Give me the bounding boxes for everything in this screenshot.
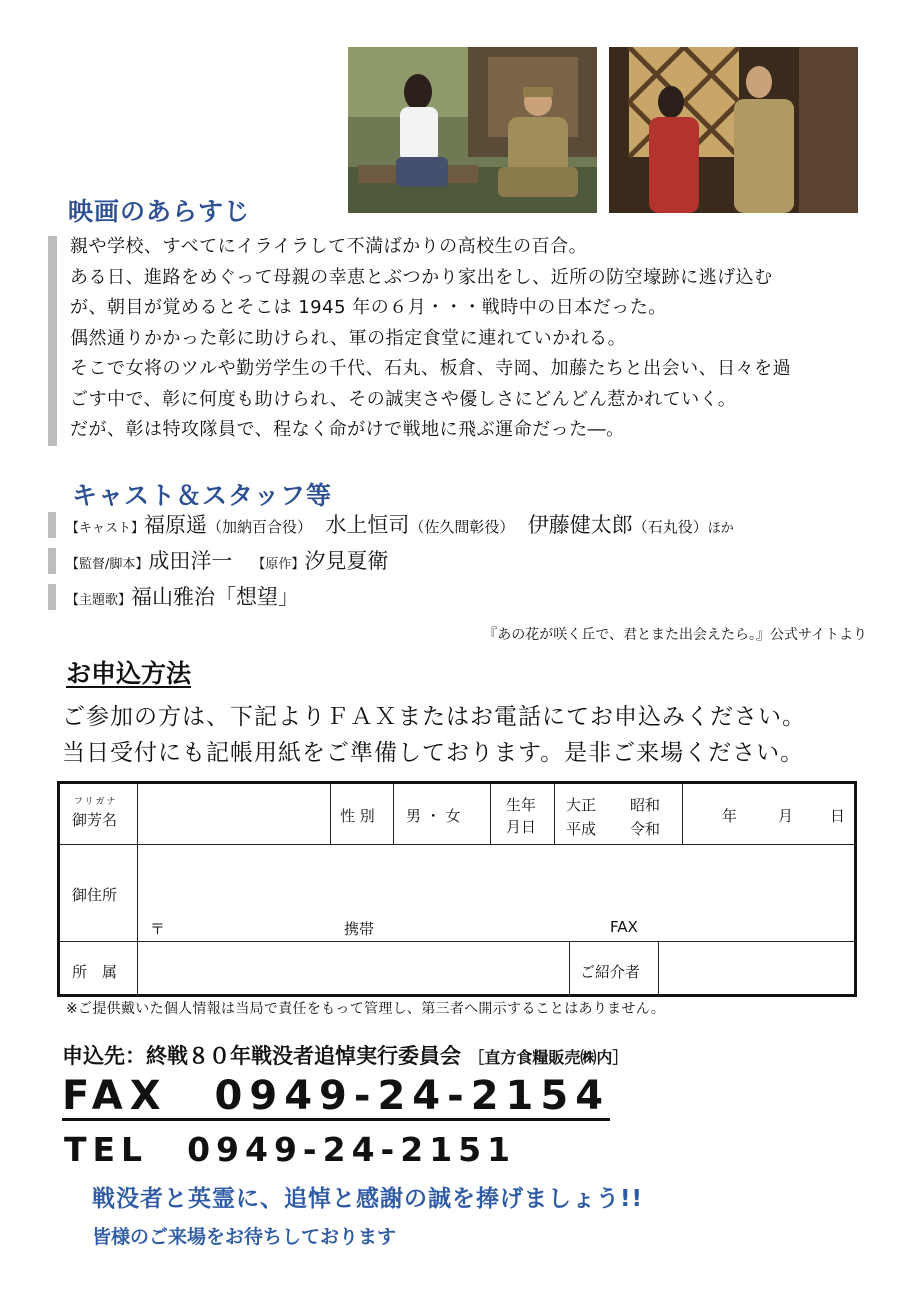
affiliation-label: 所 属 <box>72 963 118 981</box>
closing-message: 戦没者と英霊に、追悼と感謝の誠を捧げましょう!! <box>92 1186 643 1212</box>
form-divider <box>393 784 394 844</box>
cast-accent-bar <box>48 548 56 574</box>
cast-accent-bar <box>48 584 56 610</box>
movie-still-photo-2 <box>609 47 858 213</box>
form-divider <box>60 941 854 942</box>
form-divider <box>137 941 138 997</box>
apply-instruction: ご参加の方は、下記よりＦＡＸまたはお電話にてお申込みください。 <box>62 704 806 730</box>
birth-label: 生年 <box>506 796 537 814</box>
synopsis-accent-bar <box>48 236 57 446</box>
fax-number: FAX 0949-24-2154 <box>62 1073 611 1119</box>
name-field[interactable] <box>140 786 326 842</box>
synopsis-body <box>70 232 880 446</box>
apply-to <box>62 1040 628 1070</box>
actor-name: 水上恒司 <box>325 513 410 537</box>
name-label: 御芳名 <box>72 811 118 829</box>
movie-still-photo-1 <box>348 47 597 213</box>
referrer-field[interactable] <box>661 943 853 995</box>
original-tag: 【原作】 <box>252 557 305 572</box>
form-divider <box>554 784 555 844</box>
actor-role: （加納百合役） <box>207 518 313 536</box>
form-divider <box>137 844 138 941</box>
original-author: 汐見夏衛 <box>304 549 389 573</box>
song-line <box>66 584 299 614</box>
cast-row <box>48 512 878 538</box>
cast-accent-bar <box>48 512 56 538</box>
synopsis-line: 偶然通りかかった彰に助けられ、軍の指定食堂に連れていかれる。 <box>70 327 627 349</box>
source-note: 『あの花が咲く丘で、君とまた出会えたら。』公式サイトより <box>483 627 867 643</box>
furigana-label: フリガナ <box>74 797 118 807</box>
address-label: 御住所 <box>72 886 118 904</box>
song-row <box>48 584 878 610</box>
affiliation-field[interactable] <box>140 943 566 995</box>
address-field[interactable] <box>140 846 852 918</box>
date-year: 年 <box>722 807 738 825</box>
movie-still-schoolgirl-soldier-icon <box>348 47 597 213</box>
closing-invitation: 皆様のご来場をお待ちしております <box>92 1226 397 1248</box>
form-divider <box>330 784 331 844</box>
era-reiwa[interactable]: 令和 <box>630 820 661 838</box>
apply-to-care-of: ［直方食糧販売㈱内］ <box>468 1048 629 1067</box>
form-divider <box>569 941 570 997</box>
application-form <box>57 781 857 997</box>
cast-etc: ほか <box>707 521 734 536</box>
date-month: 月 <box>778 807 794 825</box>
cast-staff-heading: キャスト＆スタッフ等 <box>72 481 333 510</box>
form-divider <box>137 784 138 844</box>
actor-name: 福原遥 <box>144 513 208 537</box>
sex-options[interactable]: 男 ・ 女 <box>406 807 461 825</box>
staff-row <box>48 548 878 574</box>
synopsis-line: ある日、進路をめぐって母親の幸恵とぶつかり家出をし、近所の防空壕跡に逃げ込む <box>70 266 773 288</box>
form-divider <box>60 844 854 845</box>
movie-still-kimono-soldier-icon <box>609 47 858 213</box>
staff-line <box>66 548 388 578</box>
synopsis-line: ごす中で、彰に何度も助けられ、その誠実さや優しさにどんどん惹かれていく。 <box>70 388 737 410</box>
director-name: 成田洋一 <box>148 549 233 573</box>
synopsis-line: 親や学校、すべてにイライラして不満ばかりの高校生の百合。 <box>70 236 588 257</box>
era-showa[interactable]: 昭和 <box>630 796 661 814</box>
synopsis-line: そこで女将のツルや勤労学生の千代、石丸、板倉、寺岡、加藤たちと出会い、日々を過 <box>70 358 792 379</box>
tel-number: TEL 0949-24-2151 <box>64 1130 517 1169</box>
song-tag: 【主題歌】 <box>66 593 132 608</box>
apply-heading: お申込方法 <box>66 659 192 688</box>
synopsis-line: が、朝目が覚めるとそこは 1945 年の６月・・・戦時中の日本だった。 <box>70 297 667 318</box>
cast-line <box>66 512 734 542</box>
synopsis-line: だが、彰は特攻隊員で、程なく命がけで戦地に飛ぶ運命だった―。 <box>70 419 625 440</box>
era-heisei[interactable]: 平成 <box>566 820 597 838</box>
sex-label: 性 別 <box>340 807 375 825</box>
actor-role: （石丸役） <box>632 518 708 536</box>
form-divider <box>658 941 659 997</box>
form-divider <box>682 784 683 844</box>
birth-label: 月日 <box>506 818 537 836</box>
apply-instruction: 当日受付にも記帳用紙をご準備しております。是非ご来場ください。 <box>62 740 805 766</box>
era-taisho[interactable]: 大正 <box>566 796 597 814</box>
theme-song: 福山雅治「想望」 <box>131 585 300 609</box>
director-tag: 【監督/脚本】 <box>66 557 149 572</box>
apply-to-committee: 申込先：終戦８０年戦没者追悼実行委員会 <box>62 1044 461 1068</box>
postal-mark: 〒 <box>150 920 166 938</box>
privacy-note: ※ご提供戴いた個人情報は当局で責任をもって管理し、第三者へ開示することはありません。 <box>66 1001 666 1017</box>
referrer-label: ご紹介者 <box>580 963 641 981</box>
fax-label: FAX <box>610 918 638 936</box>
actor-name: 伊藤健太郎 <box>527 513 633 537</box>
cast-tag: 【キャスト】 <box>66 521 145 536</box>
actor-role: （佐久間彰役） <box>409 518 515 536</box>
form-divider <box>490 784 491 844</box>
mobile-label: 携帯 <box>344 920 375 938</box>
synopsis-heading: 映画のあらすじ <box>68 197 251 226</box>
date-day: 日 <box>830 807 846 825</box>
